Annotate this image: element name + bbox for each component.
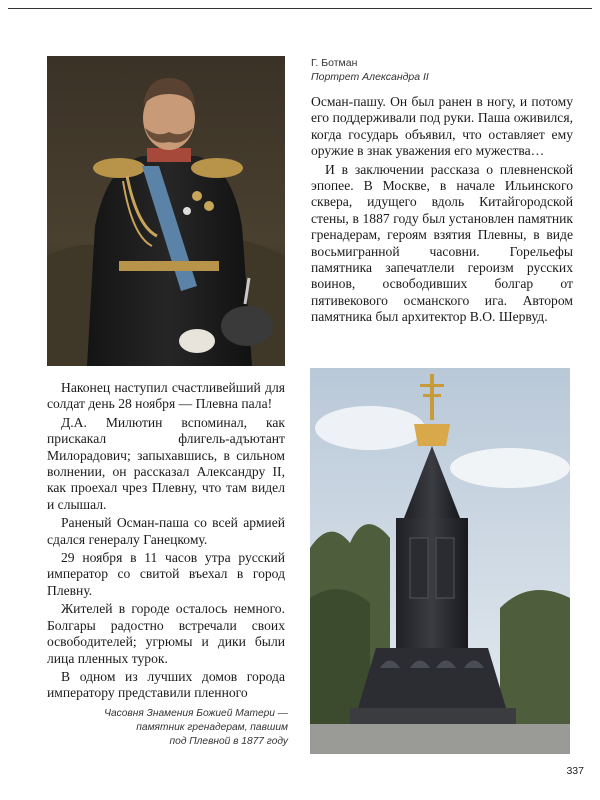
- paragraph: Д.А. Милютин вспоминал, как прискакал флигель-адъютант Милорадович; запыхавшись, в сильном волнении, он рассказал Александру II, как проехал чрез Плевну, что там видел и слышал.: [47, 414, 285, 512]
- page-number: 337: [566, 765, 584, 777]
- paragraph: Осман-пашу. Он был ранен в ногу, и потому его поддерживали под руки. Паша оживился, когда государь объявил, что оставляет ему оружие в знак уважения его мужества…: [311, 94, 573, 159]
- paragraph: 29 ноября в 11 часов утра русский император со свитой въехал в город Плевну.: [47, 550, 285, 598]
- paragraph: Раненый Осман-паша со всей армией сдался генералу Ганецкому.: [47, 515, 285, 547]
- right-column-text: [311, 94, 573, 328]
- portrait-painting: [47, 56, 285, 366]
- portrait-author: Г. Ботман: [311, 57, 358, 69]
- chapel-illustration: [310, 368, 570, 754]
- top-rule: [8, 8, 592, 9]
- chapel-caption-line: памятник гренадерам, павшим: [136, 722, 288, 733]
- paragraph: И в заключении рассказа о плевненской эпопее. В Москве, в начале Ильинского сквера, идущего вдоль Китайгородской стены, в 1887 году был установлен памятник гренадерам, героям взятия Плевны, в виде восьмигранной часовни. Горельефы памятника запечатлели героизм русских воинов, освободивших болгар от пятивекового османского ига. Автором памятника был архитектор В.О. Шервуд.: [311, 161, 573, 325]
- portrait-caption: [311, 56, 571, 84]
- chapel-caption-line: под Плевной в 1877 году: [169, 736, 288, 747]
- chapel-caption: [60, 707, 288, 749]
- portrait-illustration: [47, 56, 285, 366]
- left-column-text: [47, 380, 285, 704]
- portrait-title: Портрет Александра II: [311, 71, 429, 83]
- chapel-caption-line: Часовня Знамения Божией Матери —: [104, 708, 288, 719]
- chapel-photo: [310, 368, 570, 754]
- paragraph: В одном из лучших домов города императору представили пленного: [47, 668, 285, 701]
- paragraph: Жителей в городе осталось немного. Болгары радостно встречали своих освободителей; угрюмы и дики были лица пленных турок.: [47, 601, 285, 666]
- paragraph: Наконец наступил счастливейший для солдат день 28 ноября — Плевна пала!: [47, 380, 285, 412]
